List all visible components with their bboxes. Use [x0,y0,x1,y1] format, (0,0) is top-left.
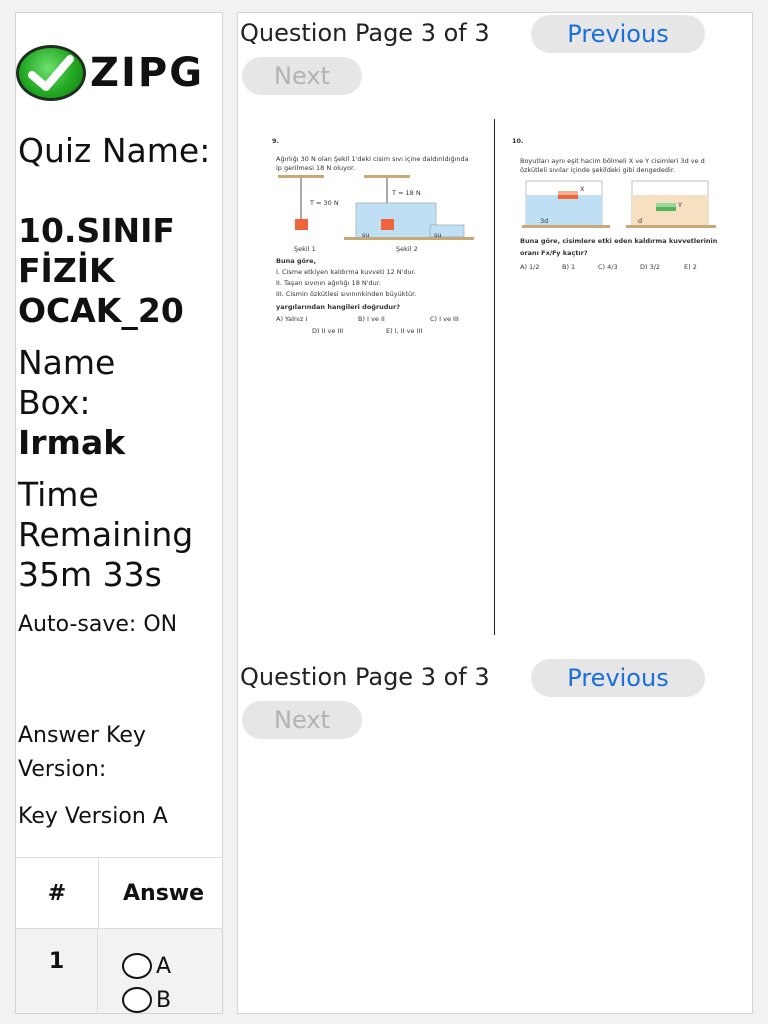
option-a[interactable] [122,949,171,983]
option-a-label: A [156,953,172,979]
radio-a[interactable] [122,953,152,979]
checkmark-icon [16,45,86,101]
quiz-name-value-line1: 10.SINIF [18,211,175,250]
previous-button[interactable]: Previous [531,15,705,53]
row-number: 1 [16,929,98,1014]
header-number: # [16,858,99,928]
q9-statement2: II. Taşan sıvının ağırlığı 18 N'dur. [276,279,381,287]
name-box-value: Irmak [18,423,126,462]
q10-choice-c: C) 4/3 [598,263,618,271]
header-answer: Answe [123,880,205,906]
q9-buna-gore: Buna göre, [276,257,317,265]
q9-choice-a: A) Yalnız I [276,315,308,323]
answer-key-value: Key Version A [18,804,168,829]
page-indicator: Question Page 3 of 3 [240,19,490,47]
q10-label-d: d [638,217,643,225]
quiz-info-sidebar [15,12,223,1014]
q9-fig2-tension: T = 18 N [392,189,421,197]
previous-button-bottom[interactable]: Previous [531,659,705,697]
option-b[interactable] [122,983,171,1014]
answer-key-label-line1: Answer Key [18,723,146,748]
next-button-bottom[interactable]: Next [242,701,362,739]
q10-choice-e: E) 2 [684,263,697,271]
q9-label-su2: su [434,231,442,239]
q10-ask-line1: Buna göre, cisimlere etki eden kaldırma kuvvetlerinin [520,237,718,245]
q9-choice-c: C) I ve III [430,315,459,323]
question-image [238,97,752,657]
quiz-name-label: Quiz Name: [18,131,211,170]
q10-choice-b: B) 1 [562,263,576,271]
time-remaining-value: 35m 33s [18,555,162,594]
answer-key-label-line2: Version: [18,757,107,782]
q10-ask-line2: oranı Fx/Fy kaçtır? [520,249,588,257]
q10-text-line2: özkütleli sıvılar içinde şekildeki gibi dengededir. [520,166,675,174]
table-row [16,929,223,1014]
logo-text: ZIPG [90,50,205,96]
time-remaining-label-line2: Remaining [18,515,194,554]
q9-number: 9. [272,137,279,145]
answer-options [98,929,171,1014]
q10-label-y: Y [678,201,682,209]
answer-table [16,857,223,1014]
q9-text-line2: ip gerilmesi 18 N oluyor. [276,164,356,172]
q10-number: 10. [512,137,524,145]
q9-choice-e: E) I, II ve III [386,327,423,335]
q9-label-su: su [362,231,370,239]
q9-statement1: I. Cisme etkiyen kaldırma kuvveti 12 N'dur. [276,268,416,276]
q9-ask: yargılarından hangileri doğrudur? [276,303,401,311]
zipgrade-logo [16,43,223,103]
q9-caption2: Şekil 2 [396,245,418,253]
page-indicator-bottom: Question Page 3 of 3 [240,663,490,691]
autosave-status: Auto-save: ON [18,612,178,637]
q9-choice-b: B) I ve II [358,315,385,323]
q9-statement3: III. Cismin özkütlesi sıvınınkinden büyüktür. [276,290,417,298]
quiz-name-value-line2: FİZİK [18,251,115,290]
q9-text-line1: Ağırlığı 30 N olan Şekil 1'deki cisim sıvı içine daldırıldığında [276,155,469,163]
q10-figure [522,177,718,233]
q9-fig1-tension: T = 30 N [310,199,339,207]
q9-figure [274,173,480,247]
q9-caption1: Şekil 1 [294,245,316,253]
q10-text-line1: Boyutları aynı eşit hacim bölmeli X ve Y cisimleri 3d ve d [520,157,705,165]
answer-table-header [16,857,223,929]
time-remaining-label-line1: Time [18,475,99,514]
quiz-name-value-line3: OCAK_20 [18,291,184,330]
radio-b[interactable] [122,987,152,1013]
option-b-label: B [156,987,172,1013]
name-box-label-line1: Name [18,343,116,382]
q10-label-3d: 3d [540,217,549,225]
q10-label-x: X [580,185,585,193]
q10-choice-d: D) 3/2 [640,263,661,271]
column-divider [494,119,495,635]
q10-choice-a: A) 1/2 [520,263,540,271]
name-box-label-line2: Box: [18,383,91,422]
question-panel [237,12,753,1014]
next-button[interactable]: Next [242,57,362,95]
q9-choice-d: D) II ve III [312,327,344,335]
